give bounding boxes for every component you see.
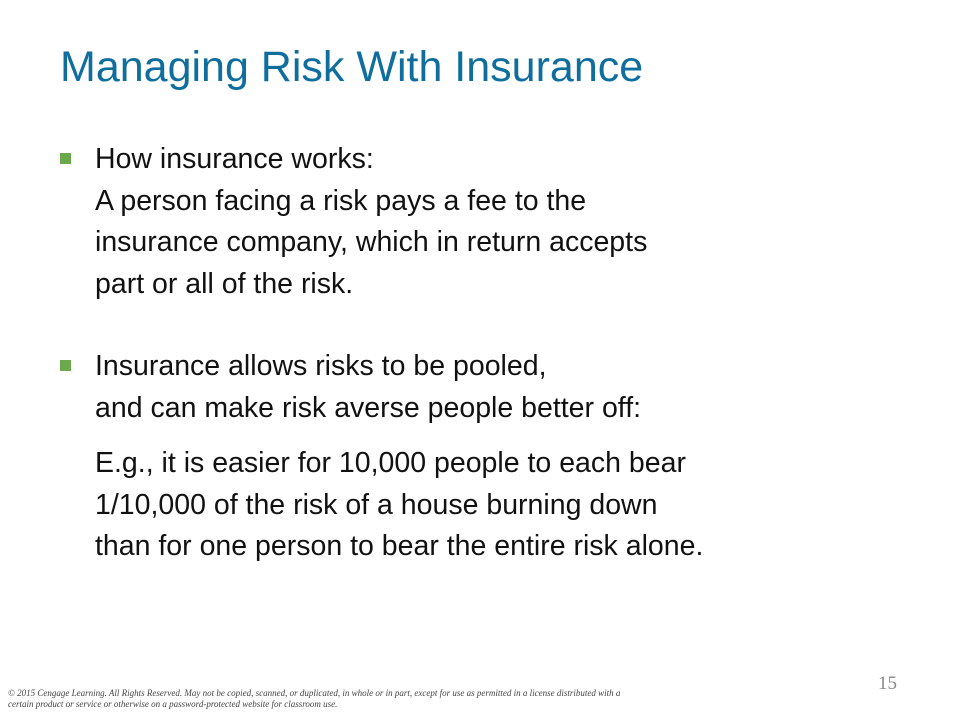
slide-title: Managing Risk With Insurance — [60, 43, 644, 91]
page-number: 15 — [878, 673, 897, 694]
bullet-line: Insurance allows risks to be pooled, — [95, 350, 547, 382]
copyright-notice: © 2015 Cengage Learning. All Rights Reserved. May not be copied, scanned, or duplicated, in whole or in part, except for use as permitted in a license distributed with a certain product or service or otherwise on a password-protected website for classroom use. — [8, 688, 621, 709]
bullet-risk-pooling — [60, 346, 920, 568]
square-bullet-icon — [60, 360, 71, 371]
example-line: E.g., it is easier for 10,000 people to each bear — [95, 447, 686, 479]
example-line: than for one person to bear the entire risk alone. — [95, 530, 704, 562]
bullet-how-insurance-works — [60, 139, 920, 305]
square-bullet-icon — [60, 153, 71, 164]
example-paragraph — [95, 443, 920, 568]
bullet-text — [95, 139, 920, 305]
bullet-line: part or all of the risk. — [95, 267, 354, 300]
bullet-line: A person facing a risk pays a fee to the — [95, 184, 587, 217]
bullet-line: How insurance works: — [95, 143, 374, 175]
bullet-line: insurance company, which in return accepts — [95, 226, 648, 258]
bullet-line: and can make risk averse people better off: — [95, 391, 642, 424]
example-line: 1/10,000 of the risk of a house burning down — [95, 488, 658, 521]
bullet-text — [95, 346, 920, 429]
